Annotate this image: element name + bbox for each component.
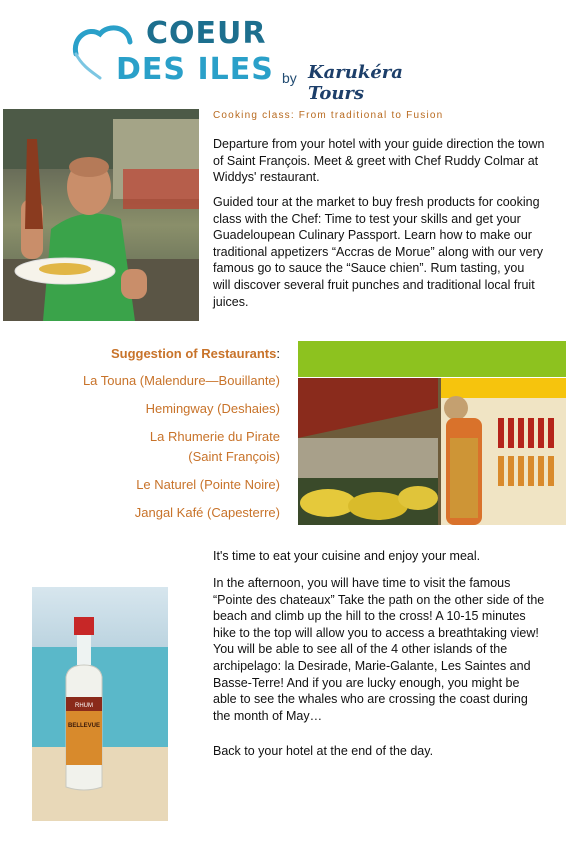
restaurant-item: La Rhumerie du Pirate bbox=[149, 429, 280, 444]
logo-by: by bbox=[282, 70, 297, 86]
logo-line-1: COEUR bbox=[146, 16, 267, 51]
rum-label-top: RHUM bbox=[75, 703, 93, 709]
rum-bottle-illustration bbox=[32, 587, 168, 821]
logo-line-2: DES ILES bbox=[116, 52, 274, 87]
intro-paragraph-1: Departure from your hotel with your guide direction the town of Saint François. Meet & greet with Chef Ruddy Colmar at Widdys' restaurant. bbox=[213, 137, 545, 185]
market-illustration bbox=[298, 378, 566, 525]
afternoon-paragraph-3: Back to your hotel at the end of the day. bbox=[213, 744, 434, 758]
restaurant-item: Jangal Kafé (Capesterre) bbox=[134, 505, 280, 520]
green-accent-bar bbox=[298, 341, 566, 377]
restaurants-heading-colon: : bbox=[276, 346, 280, 361]
rum-bottle-photo bbox=[32, 587, 168, 821]
restaurant-item: Hemingway (Deshaies) bbox=[145, 401, 280, 416]
chef-photo bbox=[3, 109, 199, 321]
restaurant-item: (Saint François) bbox=[188, 449, 280, 464]
brand-logo bbox=[70, 14, 440, 104]
rum-label-name: BELLEVUE bbox=[67, 723, 101, 729]
afternoon-paragraph-2: In the afternoon, you will have time to visit the famous “Pointe des chateaux” Take the path on the other side of the beach and climb up the hill to the cross! A 10-15 minutes hike to the top will allow you to access a breathtaking view! You will be able to see all of the 4 other islands of the archipelago: la Desirade, Marie-Galante, Les Saintes and Basse-Terre! And if you are lucky enough, you might be able to see the whales who are crossing the coast during the month of May… bbox=[213, 576, 545, 723]
market-photo bbox=[298, 378, 566, 525]
chef-illustration bbox=[3, 109, 199, 321]
restaurant-item: Le Naturel (Pointe Noire) bbox=[136, 477, 280, 492]
afternoon-paragraph-1: It's time to eat your cuisine and enjoy your meal. bbox=[213, 549, 481, 563]
restaurants-heading bbox=[70, 346, 280, 361]
section-title: Cooking class: From traditional to Fusion bbox=[213, 110, 444, 121]
restaurants-heading-text: Suggestion of Restaurants bbox=[110, 346, 277, 361]
intro-paragraph-2: Guided tour at the market to buy fresh products for cooking class with the Chef: Time to test your skills and get your Guadeloupean Culinary Passport. Learn how to make our traditional appetizers “Accras de Morue” along with our very famous go to sauce the “Sauce chien”. Rum tasting, you will discover several fruit punches and traditional local fruit juices. bbox=[213, 195, 544, 309]
restaurant-item: La Touna (Malendure—Bouillante) bbox=[82, 373, 280, 388]
logo-brand: Karukéra Tours bbox=[308, 62, 403, 104]
